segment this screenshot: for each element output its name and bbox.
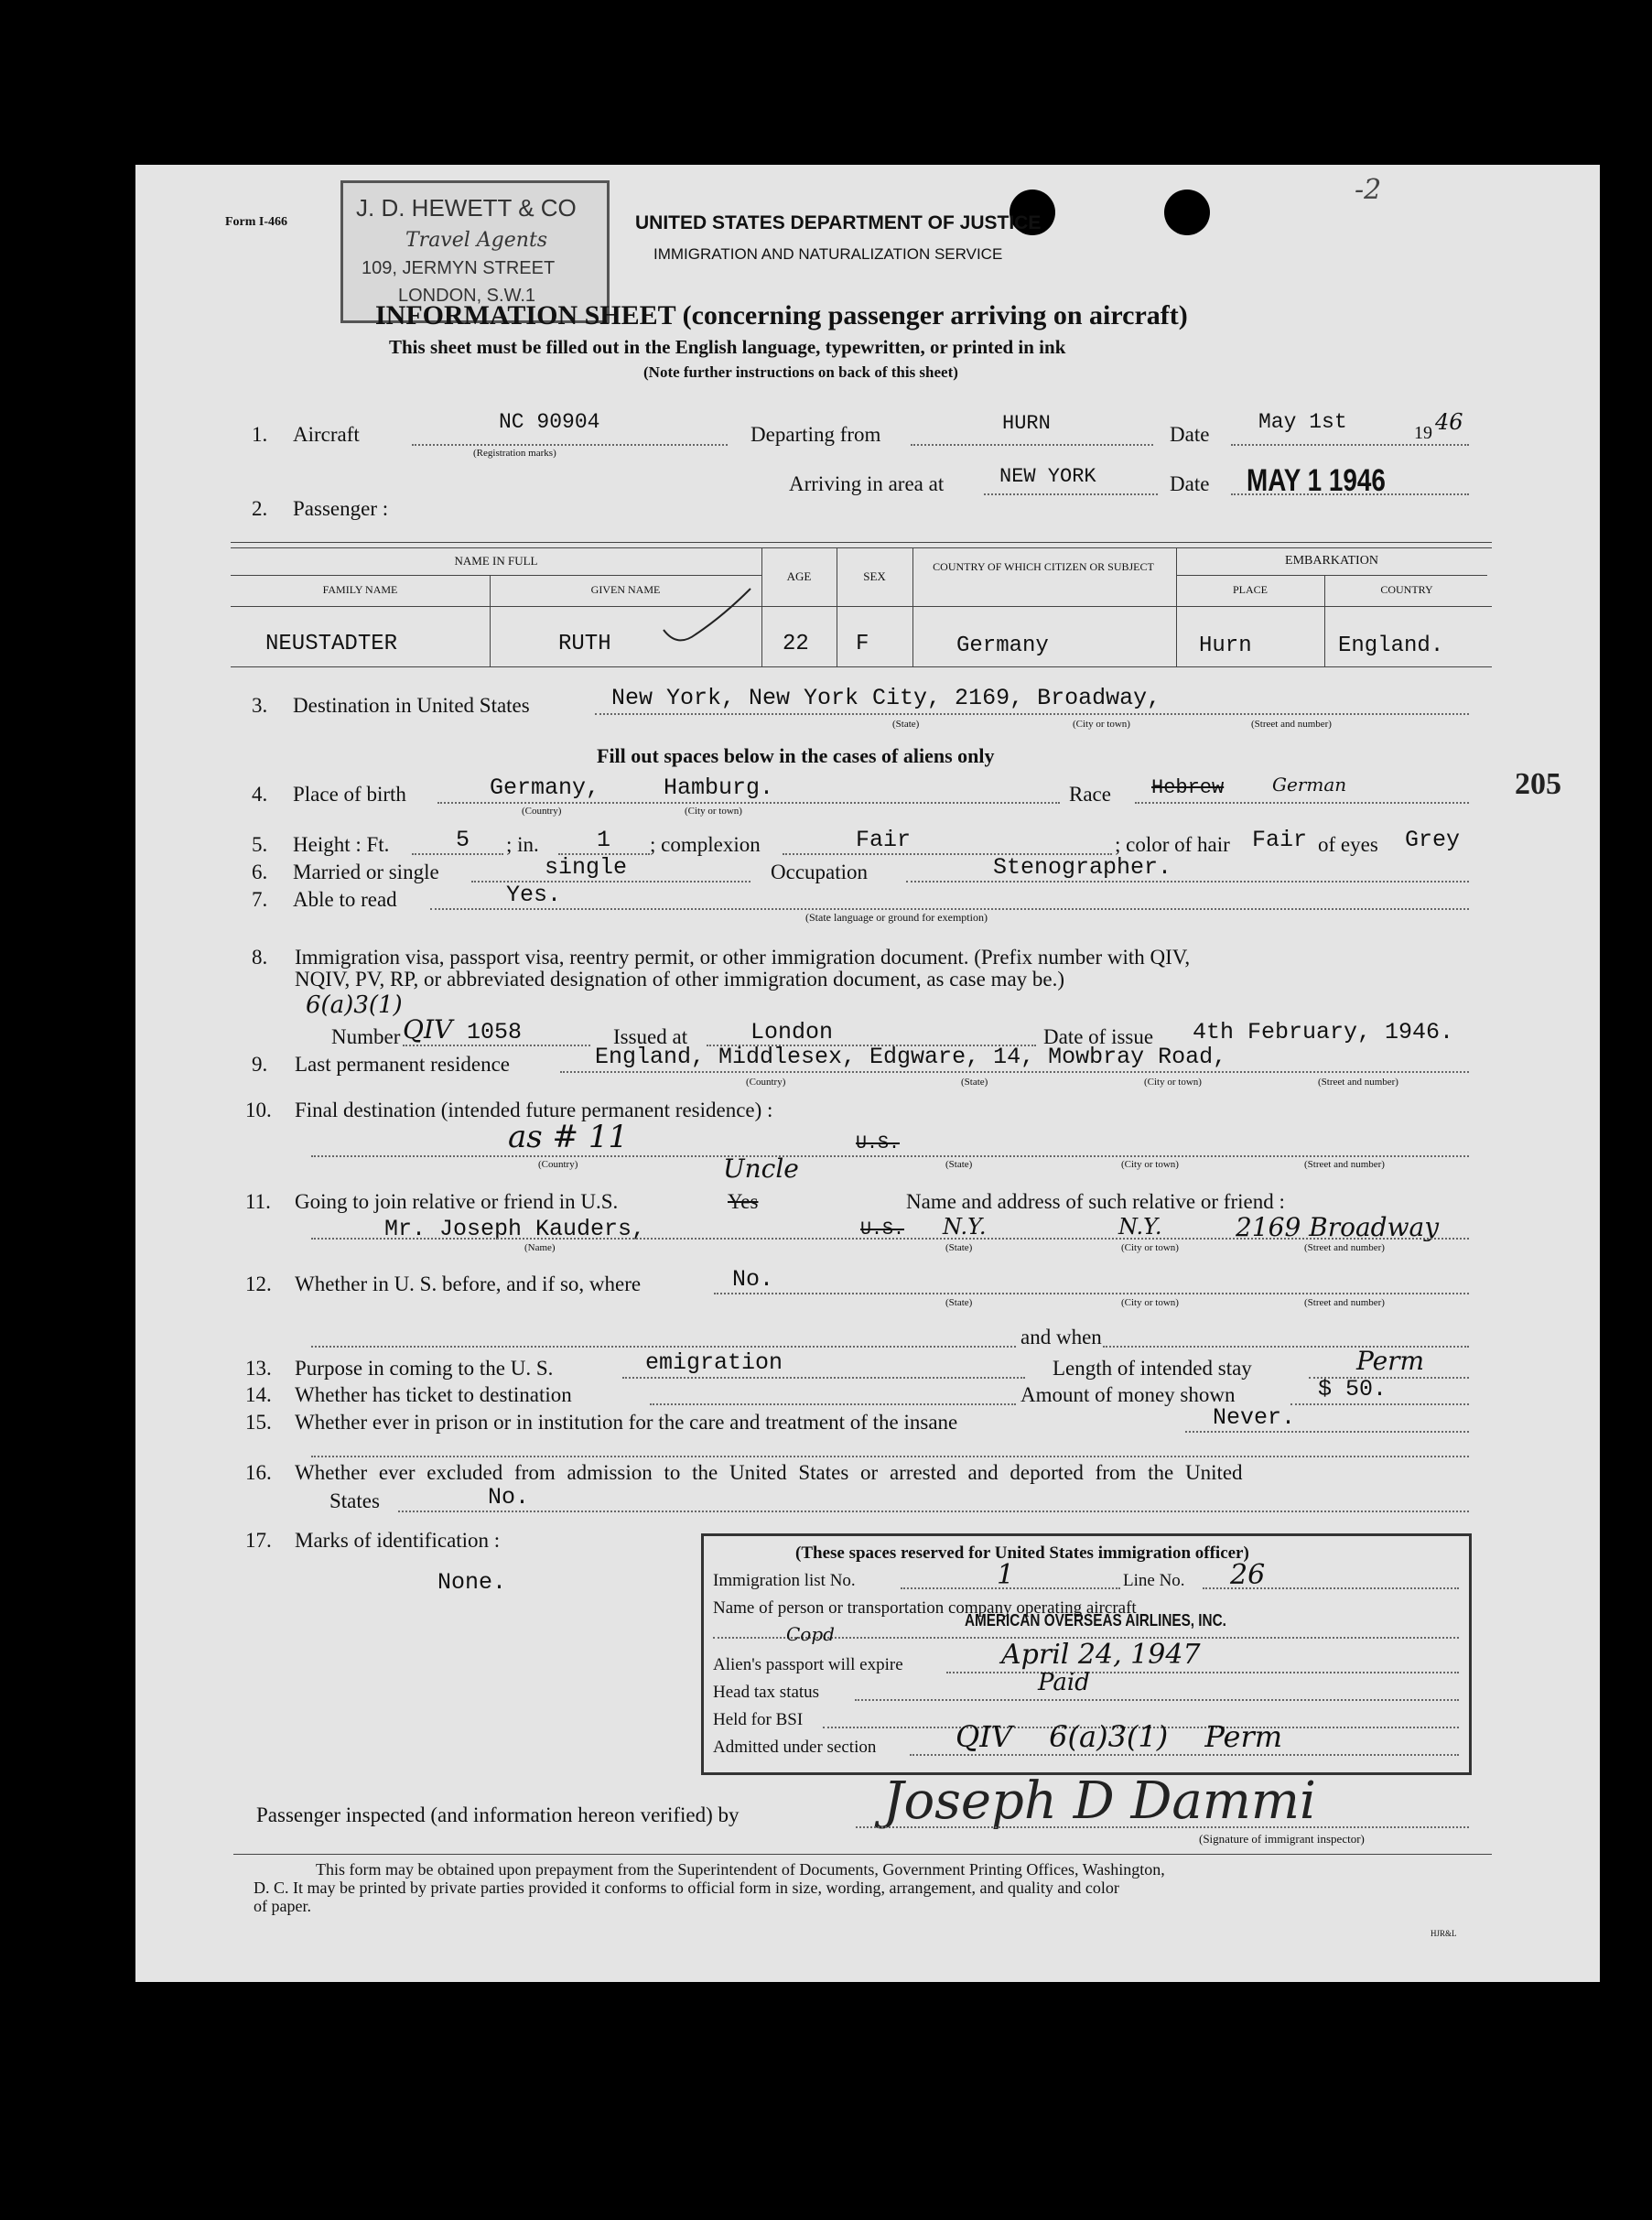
visa-number-value: 1058 [467, 1019, 523, 1045]
before-street-label: (Street and number) [1304, 1297, 1385, 1308]
destination-value: New York, New York City, 2169, Broadway, [611, 685, 1161, 711]
officer-box [701, 1533, 1472, 1775]
prison-line-2 [311, 1456, 1469, 1457]
visa-number-prefix: QIV [403, 1014, 453, 1045]
relative-name-label: Name and address of such relative or friend : [906, 1190, 1285, 1213]
relative-line [311, 1238, 1469, 1240]
visa-number-line [403, 1045, 590, 1046]
relative-name-caption: (Name) [524, 1242, 556, 1253]
sex-header: SEX [863, 569, 886, 583]
residence-city-label: (City or town) [1144, 1077, 1202, 1088]
arriving-line [984, 493, 1158, 495]
and-when-label: and when [1020, 1326, 1102, 1348]
col-divider-4 [912, 547, 913, 666]
money-label: Amount of money shown [1020, 1383, 1236, 1406]
visa-text-2: NQIV, PV, RP, or abbreviated designation of other immigration document, as case may be.) [295, 968, 1065, 991]
residence-country-label: (Country) [746, 1077, 786, 1088]
table-subhead-rule-right [1176, 575, 1487, 576]
before-value: No. [732, 1266, 774, 1293]
departing-line [911, 444, 1153, 446]
issued-at-label: Issued at [613, 1025, 688, 1048]
item-number-14: 14. [245, 1383, 272, 1406]
registration-marks-label: (Registration marks) [473, 448, 556, 459]
ticket-line [650, 1403, 1016, 1405]
item-number-9: 9. [252, 1053, 268, 1076]
join-label: Going to join relative or friend in U.S. [295, 1190, 619, 1213]
immigration-list-handwritten: 1 [997, 1559, 1015, 1591]
complexion-label: ; complexion [650, 833, 761, 856]
arriving-label: Arriving in area at [789, 472, 945, 495]
stamp-line-3: 109, JERMYN STREET [362, 258, 556, 278]
punch-hole-right [1164, 190, 1210, 235]
read-label: Able to read [293, 888, 397, 911]
table-header-bottom [231, 606, 1492, 607]
stamp-line-2: Travel Agents [405, 229, 548, 252]
occupation-label: Occupation [771, 861, 869, 883]
destination-state-label: (State) [892, 719, 920, 730]
head-tax-label: Head tax status [713, 1683, 820, 1702]
prison-line [1185, 1431, 1469, 1433]
eyes-value: Grey [1405, 827, 1461, 853]
race-handwritten: German [1272, 774, 1347, 796]
item-number-4: 4. [252, 783, 268, 806]
height-label: Height : Ft. [293, 833, 390, 856]
item-number-15: 15. [245, 1411, 272, 1434]
item-number-17: 17. [245, 1529, 272, 1552]
passport-expire-line [946, 1672, 1459, 1673]
excluded-value: No. [488, 1484, 530, 1511]
visa-section-handwritten: 6(a)3(1) [306, 991, 403, 1019]
footer-rule [233, 1854, 1492, 1855]
excluded-line [398, 1511, 1469, 1512]
passport-expire-handwritten: April 24, 1947 [1001, 1639, 1201, 1671]
passenger-sex: F [856, 632, 869, 656]
item-number-3: 3. [252, 694, 268, 717]
height-feet: 5 [456, 827, 470, 853]
item-number-7: 7. [252, 888, 268, 911]
immigration-list-label: Immigration list No. [713, 1571, 856, 1590]
aircraft-label: Aircraft [293, 423, 360, 446]
prison-label: Whether ever in prison or in institution for the care and treatment of the insane [295, 1411, 958, 1434]
occupation-line [906, 881, 1469, 883]
race-label: Race [1069, 783, 1111, 806]
item-number-16: 16. [245, 1461, 272, 1484]
destination-label: Destination in United States [293, 694, 530, 717]
residence-value: England, Middlesex, Edgware, 14, Mowbray Road, [595, 1044, 1227, 1070]
final-destination-label: Final destination (intended future permanent residence) : [295, 1099, 773, 1121]
name-in-full-header: NAME IN FULL [454, 554, 538, 568]
relative-struck-us: U.S. [860, 1219, 905, 1240]
date-of-issue-value: 4th February, 1946. [1193, 1019, 1454, 1045]
residence-street-label: (Street and number) [1318, 1077, 1398, 1088]
birth-country-label: (Country) [522, 806, 562, 817]
eyes-label: of eyes [1318, 833, 1378, 856]
marks-label: Marks of identification : [295, 1529, 501, 1552]
destination-line [595, 713, 1469, 715]
height-feet-line [412, 853, 503, 855]
table-bottom-rule [231, 666, 1492, 667]
relative-name-value: Mr. Joseph Kauders, [384, 1216, 646, 1242]
date-of-issue-label: Date of issue [1043, 1025, 1154, 1048]
departing-label: Departing from [750, 423, 881, 446]
stay-handwritten: Perm [1356, 1346, 1425, 1376]
birth-city-value: Hamburg. [664, 774, 774, 801]
col-divider-2 [761, 547, 762, 666]
departing-value: HURN [1002, 412, 1051, 435]
final-city-label: (City or town) [1121, 1159, 1179, 1170]
transport-company-stamp: AMERICAN OVERSEAS AIRLINES, INC. [965, 1611, 1226, 1630]
before-line [714, 1293, 1469, 1294]
final-destination-line [311, 1155, 1469, 1157]
aircraft-line [412, 444, 728, 446]
relative-street-caption: (Street and number) [1304, 1242, 1385, 1253]
issued-at-value: London [750, 1019, 834, 1045]
item-number-5: 5. [252, 833, 268, 856]
department-name: UNITED STATES DEPARTMENT OF JUSTICE [635, 212, 1042, 233]
relative-city-caption: (City or town) [1121, 1242, 1179, 1253]
final-destination-handwritten: as # 11 [508, 1119, 629, 1155]
race-struck-value: Hebrew [1151, 776, 1225, 799]
table-top-rule-2 [231, 547, 1492, 548]
ticket-label: Whether has ticket to destination [295, 1383, 572, 1406]
birth-country-value: Germany, [490, 774, 600, 801]
table-top-rule [231, 542, 1492, 543]
join-uncle-handwritten: Uncle [723, 1153, 799, 1184]
footer-text-1: This form may be obtained upon prepayment from the Superintendent of Documents, Government Printing Offices, Washington, [316, 1860, 1165, 1879]
purpose-label: Purpose in coming to the U. S. [295, 1357, 554, 1380]
destination-city-label: (City or town) [1073, 719, 1130, 730]
service-name: IMMIGRATION AND NATURALIZATION SERVICE [653, 245, 1003, 263]
before-city-label: (City or town) [1121, 1297, 1179, 1308]
footer-text-3: of paper. [254, 1897, 311, 1915]
hair-value: Fair [1252, 827, 1308, 853]
read-note: (State language or ground for exemption) [805, 911, 988, 924]
item-number-13: 13. [245, 1357, 272, 1380]
item-number-12: 12. [245, 1272, 272, 1295]
printer-code: HJR&L [1431, 1929, 1457, 1938]
relative-state-caption: (State) [945, 1242, 973, 1253]
excluded-label-2: States [329, 1489, 380, 1512]
signature-caption: (Signature of immigrant inspector) [1199, 1832, 1365, 1846]
relative-street-handwritten: 2169 Broadway [1236, 1212, 1440, 1242]
copd-handwritten: Copd [786, 1623, 835, 1645]
date-label: Date [1170, 423, 1210, 446]
purpose-line [622, 1377, 1025, 1379]
country-header: COUNTRY [1380, 583, 1433, 596]
age-header: AGE [786, 569, 812, 583]
item-number-10: 10. [245, 1099, 272, 1121]
transport-company-label: Name of person or transportation company operating aircraft [713, 1598, 1137, 1618]
passenger-given-name: RUTH [558, 632, 611, 656]
stamp-line-1: J. D. HEWETT & CO [356, 194, 577, 222]
given-name-header: GIVEN NAME [590, 583, 661, 596]
arrival-date-stamp: MAY 1 1946 [1247, 463, 1386, 498]
final-country-label: (Country) [538, 1159, 578, 1170]
line-number-handwritten: 26 [1230, 1559, 1266, 1591]
page-number: 205 [1515, 767, 1561, 801]
form-number: Form I-466 [225, 215, 288, 229]
signature-line [856, 1826, 1469, 1828]
place-header: PLACE [1232, 583, 1268, 596]
read-value: Yes. [506, 882, 562, 908]
head-tax-handwritten: Paid [1038, 1669, 1090, 1696]
height-inches: 1 [597, 827, 611, 853]
aliens-only-heading: Fill out spaces below in the cases of aliens only [597, 744, 995, 767]
before-line-2 [311, 1346, 1016, 1348]
arrival-date-label: Date [1170, 472, 1210, 495]
birthplace-label: Place of birth [293, 783, 406, 806]
admitted-section-line [910, 1754, 1459, 1756]
head-tax-line [855, 1699, 1459, 1701]
passenger-heading: Passenger : [293, 497, 389, 520]
marital-value: single [545, 854, 628, 881]
relative-state-handwritten: N.Y. [943, 1214, 987, 1240]
final-street-label: (Street and number) [1304, 1159, 1385, 1170]
admitted-section-label: Admitted under section [713, 1738, 877, 1757]
footer-text-2: D. C. It may be printed by private parties provided it conforms to official form in size, wording, arrangement, and quality and color [254, 1879, 1119, 1897]
admitted-section-handwritten: QIV 6(a)3(1) Perm [956, 1719, 1283, 1754]
table-subhead-rule [231, 575, 761, 576]
held-bsi-label: Held for BSI [713, 1710, 804, 1729]
occupation-value: Stenographer. [993, 854, 1172, 881]
date-line [1231, 444, 1469, 446]
money-value: $ 50. [1318, 1376, 1387, 1402]
corner-mark: -2 [1355, 174, 1382, 206]
join-struck-yes: Yes [728, 1190, 759, 1213]
visa-number-label: Number [331, 1025, 401, 1048]
money-line [1290, 1403, 1469, 1405]
hair-label: ; color of hair [1115, 833, 1230, 856]
passenger-citizenship: Germany [956, 634, 1049, 658]
family-name-header: FAMILY NAME [322, 583, 398, 596]
stamp-line-4: LONDON, S.W.1 [398, 286, 536, 306]
before-label: Whether in U. S. before, and if so, where [295, 1272, 642, 1295]
race-line [1135, 802, 1469, 804]
before-state-label: (State) [945, 1297, 973, 1308]
excluded-label: Whether ever excluded from admission to the United States or arrested and deported from the United [295, 1461, 1243, 1484]
marks-value: None. [437, 1569, 507, 1596]
prison-value: Never. [1213, 1404, 1296, 1431]
embarkation-place: Hurn [1199, 634, 1252, 658]
final-state-label: (State) [945, 1159, 973, 1170]
check-mark-icon [659, 584, 760, 648]
sheet-title: INFORMATION SHEET (concerning passenger arriving on aircraft) [375, 300, 1188, 330]
item-number-11: 11. [245, 1190, 271, 1213]
item-number-6: 6. [252, 861, 268, 883]
passenger-age: 22 [783, 632, 809, 656]
inspector-signature: Joseph D Dammi [883, 1771, 1316, 1831]
line-number-label: Line No. [1123, 1571, 1185, 1590]
arriving-value: NEW YORK [999, 465, 1096, 488]
inspected-label: Passenger inspected (and information hereon verified) by [256, 1803, 740, 1826]
complexion-value: Fair [856, 827, 912, 853]
item-number-2: 2. [252, 497, 268, 520]
passenger-family-name: NEUSTADTER [265, 632, 398, 656]
marital-label: Married or single [293, 861, 439, 883]
embarkation-header: EMBARKATION [1285, 554, 1378, 568]
inches-label: ; in. [506, 833, 539, 856]
item-number-1: 1. [252, 423, 268, 446]
relative-city-handwritten: N.Y. [1118, 1214, 1162, 1240]
purpose-value: emigration [645, 1349, 783, 1376]
birth-city-label: (City or town) [685, 806, 742, 817]
citizen-header: COUNTRY OF WHICH CITIZEN OR SUBJECT [933, 560, 1154, 573]
instructions-line-1: This sheet must be filled out in the English language, typewritten, or printed in ink [389, 336, 1066, 358]
read-line [430, 908, 1469, 910]
item-number-8: 8. [252, 946, 268, 969]
birthplace-line [437, 802, 1060, 804]
residence-state-label: (State) [961, 1077, 988, 1088]
residence-label: Last permanent residence [295, 1053, 510, 1076]
destination-street-label: (Street and number) [1251, 719, 1332, 730]
year-handwritten: 46 [1435, 409, 1463, 435]
year-prefix: 19 [1414, 423, 1432, 443]
officer-box-title: (These spaces reserved for United States immigration officer) [795, 1543, 1249, 1563]
final-destination-struck: U.S. [856, 1133, 901, 1154]
passport-expire-label: Alien's passport will expire [713, 1655, 903, 1674]
visa-text-1: Immigration visa, passport visa, reentry permit, or other immigration document. (Prefix number with QIV, [295, 946, 1191, 969]
residence-line [560, 1071, 1469, 1073]
arrival-date-line [1231, 493, 1469, 495]
aircraft-value: NC 90904 [499, 410, 600, 434]
date-value: May 1st [1258, 410, 1347, 434]
embarkation-country: England. [1338, 634, 1444, 658]
instructions-line-2: (Note further instructions on back of this sheet) [643, 363, 958, 381]
stay-label: Length of intended stay [1053, 1357, 1252, 1380]
